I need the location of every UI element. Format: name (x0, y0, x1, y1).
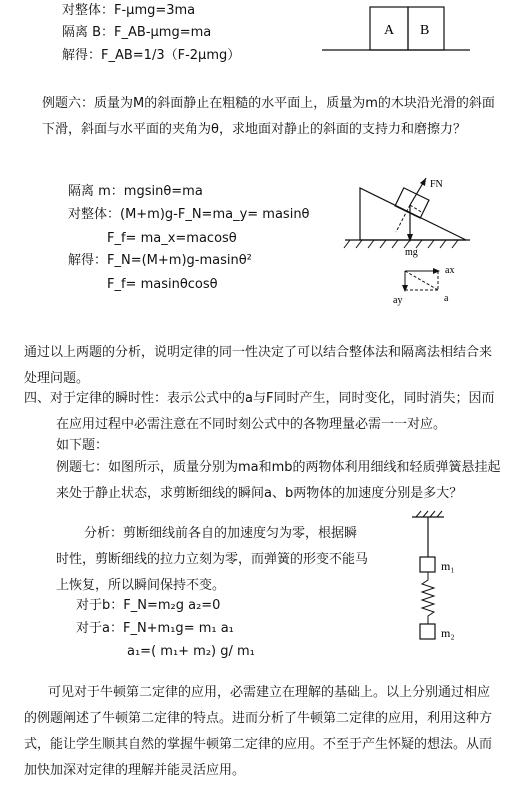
example6-step5: F_f= masinθcosθ (107, 277, 218, 292)
incline-diagram (344, 178, 470, 306)
eq-for-a: 对于a：F_N+m₁g= m₁ a₁ (76, 621, 234, 636)
example6-question: 例题六：质量为M的斜面静止在粗糙的水平面上，质量为m的木块沿光滑的斜面下滑，斜面与水平面的夹角为θ，求地面对静止的斜面的支持力和磨擦力？ (42, 96, 495, 137)
conclusion-paragraph: 可见对于牛顿第二定律的应用，必需建立在理解的基础上。以上分别通过相应的例题阐述了牛顿第二定律的特点。进而分析了牛顿第二定律的应用，利用这种方式，能让学生顺其自然的掌握牛顿第二定律的应用。不至于产生怀疑的想法。从而加快加深对定律的理解并能灵活应用。 (24, 685, 493, 778)
section4-heading: 四、对于定律的瞬时性：表示公式中的a与F同时产生，同时变化，同时消失；因而在应用过程中必需注意在不同时刻公式中的各物理量必需一一对应。 (24, 391, 495, 432)
m1-label: m₁ (441, 559, 455, 573)
example6-step3: F_f= ma_x=macosθ (107, 231, 237, 246)
m2-label: m₂ (441, 626, 455, 640)
example6-step1: 隔离 m：mgsinθ=ma (68, 184, 203, 199)
example7-analysis: 分析：剪断细线前各自的加速度匀为零，根据瞬时性，剪断细线的拉力立刻为零，而弹簧的形变不能马上恢复，所以瞬间保持不变。 (56, 526, 369, 593)
block-a-label: A (384, 23, 395, 38)
normal-force-label: FN (430, 179, 443, 190)
accel-label: a (444, 293, 449, 304)
section4-intro: 如下题： (56, 438, 109, 453)
spring-diagram (412, 511, 455, 640)
example6-step4: 解得：F_N=(M+m)g-masinθ² (68, 253, 252, 268)
ax-label: ax (445, 265, 455, 276)
eq-solution-fab: 解得：F_AB=1/3（F-2μmg） (62, 48, 241, 63)
block-b-label: B (420, 23, 430, 38)
summary-paragraph: 通过以上两题的分析，说明定律的同一性决定了可以结合整体法和隔离法相结合来处理问题。 (24, 345, 493, 386)
eq-a1-result: a₁=( m₁+ m₂) g/ m₁ (127, 644, 255, 659)
gravity-label: mg (405, 247, 418, 258)
example6-step2: 对整体：(M+m)g-F_N=ma_y= masinθ (68, 207, 310, 222)
ay-label: ay (393, 295, 403, 306)
eq-for-b: 对于b：F_N=m₂g a₂=0 (76, 598, 221, 613)
eq-isolate-b: 隔离 B：F_AB-μmg=ma (62, 25, 212, 40)
eq-whole-system: 对整体：F-μmg=3ma (62, 3, 196, 18)
example7-question: 例题七：如图所示，质量分别为ma和mb的两物体利用细线和轻质弹簧悬挂起来处于静止状态，求剪断细线的瞬间a、b两物体的加速度分别是多大？ (56, 460, 501, 501)
block-diagram-ab (322, 7, 470, 50)
